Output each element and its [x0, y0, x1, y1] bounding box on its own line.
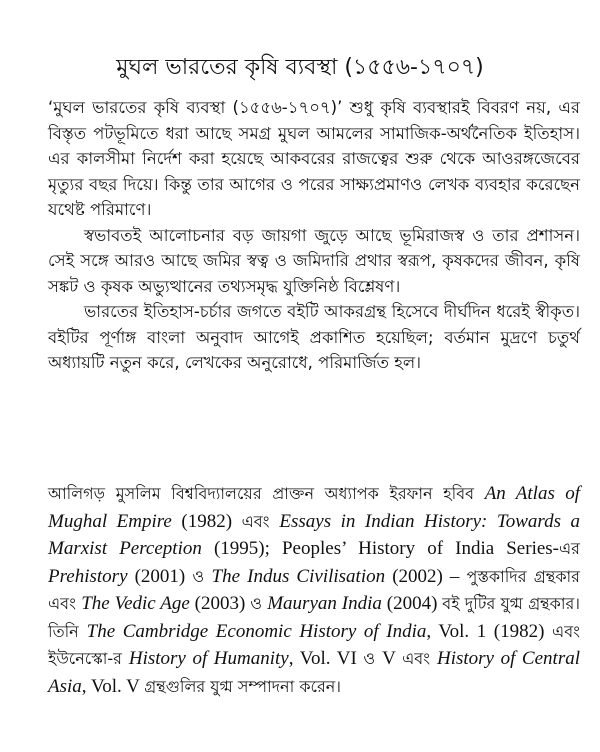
bio-text: আলিগড় মুসলিম বিশ্ববিদ্যালয়ের প্রাক্তন অধ্যাপক ইরফান হবিব — [48, 484, 485, 503]
book-title-vedic: The Vedic Age — [81, 593, 190, 614]
book-title-mauryan: Mauryan India — [267, 593, 382, 614]
bio-text: ও — [250, 594, 268, 613]
bio-text: এবং ইউনেস্কো-র — [48, 621, 580, 668]
book-title-cambridge: The Cambridge Economic History of India — [86, 620, 427, 642]
bio-text: এবং — [241, 511, 280, 531]
bio-text: (2003) — [189, 593, 251, 614]
book-title-indus: The Indus Civilisation — [211, 565, 386, 587]
author-bio — [48, 480, 580, 700]
bio-text: (2004) — [381, 593, 443, 614]
bio-text: , Vol. 1 (1982) — [426, 620, 553, 642]
bio-text: গ্রন্থগুলির যুগ্ম সম্পাদনা করেন। — [144, 676, 342, 696]
bio-text: (2002) – — [385, 565, 467, 587]
bio-text: ও — [363, 649, 383, 668]
book-title-essays: Essays in Indian History: Towards a Marxist Perception — [48, 510, 580, 559]
bio-text: (1995); Peoples’ History of India Series- — [201, 538, 560, 559]
bio-text: এবং — [402, 649, 437, 668]
bio-text: , Vol. VI — [288, 648, 364, 669]
book-title-prehistory: Prehistory — [48, 565, 128, 587]
bio-text: (1982) — [171, 510, 242, 532]
bio-text: V — [382, 648, 403, 669]
book-title: মুঘল ভারতের কৃষি ব্যবস্থা (১৫৫৬-১৭০৭) — [116, 55, 484, 80]
blurb-paragraph-3: ভারতের ইতিহাস-চর্চার জগতে বইটি আকরগ্রন্থ হিসেবে দীর্ঘদিন ধরেই স্বীকৃত। বইটির পূর্ণাঙ্গ বাংলা অনুবাদ আগেই প্রকাশিত হয়েছিল; বর্তমান মুদ্রণে চতুর্থ অধ্যায়টি নতুন করে, লেখকের অনুরোধে, পরিমার্জিত হল। — [48, 302, 580, 372]
blurb-paragraph-1: ‘মুঘল ভারতের কৃষি ব্যবস্থা (১৫৫৬-১৭০৭)’ শুধু কৃষি ব্যবস্থারই বিবরণ নয়, এর বিস্তৃত পটভূমিতে ধরা আছে সমগ্র মুঘল আমলের সামাজিক-অর্থনৈতিক ইতিহাস। এর কালসীমা নির্দেশ করা হয়েছে আকবরের রাজত্বের শুরু থেকে আওরঙ্গজেবের মৃত্যুর বছর দিয়ে। কিন্তু তার আগের ও পরের সাক্ষ্যপ্রমাণও লেখক ব্যবহার করেছেন যথেষ্ট পরিমাণে। — [48, 98, 580, 219]
bio-text: (2001) — [127, 565, 193, 587]
book-title-central-asia: History of Central Asia — [48, 648, 580, 697]
bio-text: ও — [192, 566, 212, 586]
bio-text: এর — [559, 539, 580, 558]
bio-text: পুস্তকাদির গ্রন্থকার এবং — [48, 566, 580, 613]
book-title-atlas: An Atlas of Mughal Empire — [48, 483, 580, 532]
book-title-humanity: History of Humanity — [128, 648, 289, 669]
bio-text: বই দুটির যুগ্ম গ্রন্থকার। তিনি — [48, 594, 580, 641]
blurb-paragraph-2: স্বভাবতই আলোচনার বড় জায়গা জুড়ে আছে ভূমিরাজস্ব ও তার প্রশাসন। সেই সঙ্গে আরও আছে জমির স্বত্ব ও জমিদারি প্রথার স্বরূপ, কৃষকদের জীবন, কৃষি সঙ্কট ও কৃষক অভ্যুত্থানের তথ্যসমৃদ্ধ যুক্তিনিষ্ঠ বিশ্লেষণ। — [48, 225, 580, 296]
book-blurb — [48, 95, 580, 376]
bio-text: , Vol. V — [81, 675, 145, 697]
